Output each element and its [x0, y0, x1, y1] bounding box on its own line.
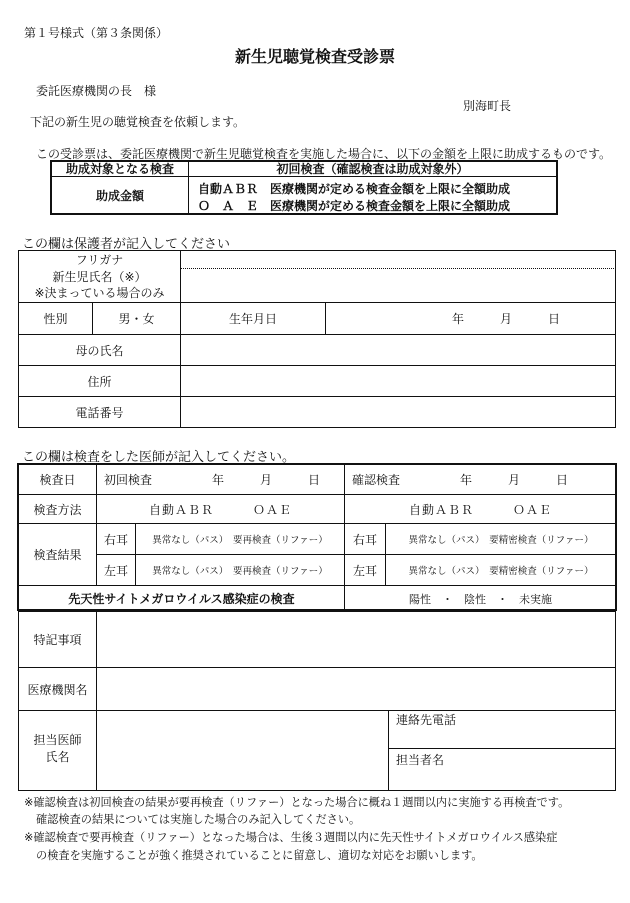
note2-line1: ※確認検査で要再検査（リファー）となった場合は、生後３週間以内に先天性サイトメガロウイルス感染症 — [24, 831, 558, 844]
addressee: 委託医療機関の長 様 — [36, 84, 157, 98]
method-label: 検査方法 — [33, 502, 82, 517]
address-field[interactable] — [181, 366, 615, 396]
person-in-charge-label: 担当者名 — [396, 753, 445, 767]
mother-name-label: 母の氏名 — [75, 343, 124, 358]
confirm-left-ear-label: 左耳 — [352, 563, 377, 578]
initial-left-ear-result[interactable]: 異常なし（パス） 要再検査（リファー） — [152, 566, 328, 577]
page-title: 新生児聴覚検査受診票 — [234, 47, 395, 66]
institution-label: 医療機関名 — [27, 682, 88, 697]
phone-label: 電話番号 — [75, 405, 124, 420]
birthdate-label: 生年月日 — [228, 312, 277, 326]
issuer: 別海町長 — [463, 99, 512, 113]
subsidy-header-right: 初回検査（確認検査は助成対象外） — [276, 162, 469, 176]
doctor-section-heading: この欄は検査をした医師が記入してください。 — [22, 450, 296, 465]
cmv-label: 先天性サイトメガロウイルス感染症の検査 — [68, 592, 295, 606]
method-confirm[interactable]: 自動ＡＢＲ ＯＡＥ — [408, 502, 552, 517]
baby-name-field[interactable] — [181, 269, 615, 301]
remarks-field[interactable] — [97, 612, 615, 667]
initial-right-ear-label: 右耳 — [103, 532, 128, 547]
note1-line1: ※確認検査は初回検査の結果が要再検査（リファー）となった場合に概ね１週間以内に実施する再検査です。 — [24, 796, 570, 809]
doctor-label-line1: 担当医師 — [33, 732, 82, 747]
phone-field[interactable] — [181, 397, 615, 427]
initial-right-ear-result[interactable]: 異常なし（パス） 要再検査（リファー） — [152, 535, 328, 546]
mother-name-field[interactable] — [181, 335, 615, 365]
initial-exam-date[interactable]: 初回検査 年 月 日 — [104, 473, 321, 487]
doctor-label-line2: 氏名 — [45, 749, 70, 764]
subsidy-abr-line: 自動ＡＢＲ 医療機関が定める検査金額を上限に全額助成 — [198, 182, 511, 196]
confirm-exam-date[interactable]: 確認検査 年 月 日 — [352, 473, 569, 487]
initial-left-ear-label: 左耳 — [103, 563, 128, 578]
address-label: 住所 — [87, 374, 112, 389]
note2-line2: の検査を実施することが強く推奨されていることに留意し、適切な対応をお願いします。 — [36, 849, 483, 862]
subsidy-oae-line: Ｏ Ａ Ｅ 医療機関が定める検査金額を上限に全額助成 — [198, 199, 511, 213]
form-number: 第１号様式（第３条関係） — [24, 26, 169, 40]
birthdate-field[interactable]: 年 月 日 — [452, 312, 561, 326]
exam-date-label: 検査日 — [39, 473, 76, 487]
institution-field[interactable] — [97, 668, 615, 710]
subsidy-header-left: 助成対象となる検査 — [65, 162, 174, 176]
result-label: 検査結果 — [33, 548, 82, 562]
sex-options[interactable]: 男・女 — [118, 312, 155, 326]
contact-phone-label: 連絡先電話 — [396, 713, 457, 727]
cmv-options[interactable]: 陽性 ・ 陰性 ・ 未実施 — [409, 592, 552, 606]
furigana-field[interactable] — [181, 251, 615, 268]
doctor-name-field[interactable] — [97, 711, 388, 790]
confirm-right-ear-result[interactable]: 異常なし（パス） 要精密検査（リファー） — [408, 535, 594, 546]
request-text: 下記の新生児の聴覚検査を依頼します。 — [30, 115, 246, 129]
confirm-left-ear-result[interactable]: 異常なし（パス） 要精密検査（リファー） — [408, 566, 594, 577]
guardian-section-heading: この欄は保護者が記入してください — [22, 237, 231, 252]
confirm-right-ear-label: 右耳 — [352, 532, 377, 547]
sex-label: 性別 — [43, 312, 68, 326]
baby-name-note: ※決まっている場合のみ — [34, 285, 165, 300]
subsidy-amount-label: 助成金額 — [95, 189, 144, 203]
baby-name-label: 新生児氏名（※） — [52, 269, 147, 284]
subsidy-intro: この受診票は、委託医療機関で新生児聴覚検査を実施した場合に、以下の金額を上限に助成するものです。 — [36, 147, 612, 161]
note1-line2: 確認検査の結果については実施した場合のみ記入してください。 — [36, 813, 361, 826]
method-initial[interactable]: 自動ＡＢＲ ＯＡＥ — [148, 502, 292, 517]
furigana-label: フリガナ — [75, 253, 124, 267]
remarks-label: 特記事項 — [33, 633, 82, 647]
